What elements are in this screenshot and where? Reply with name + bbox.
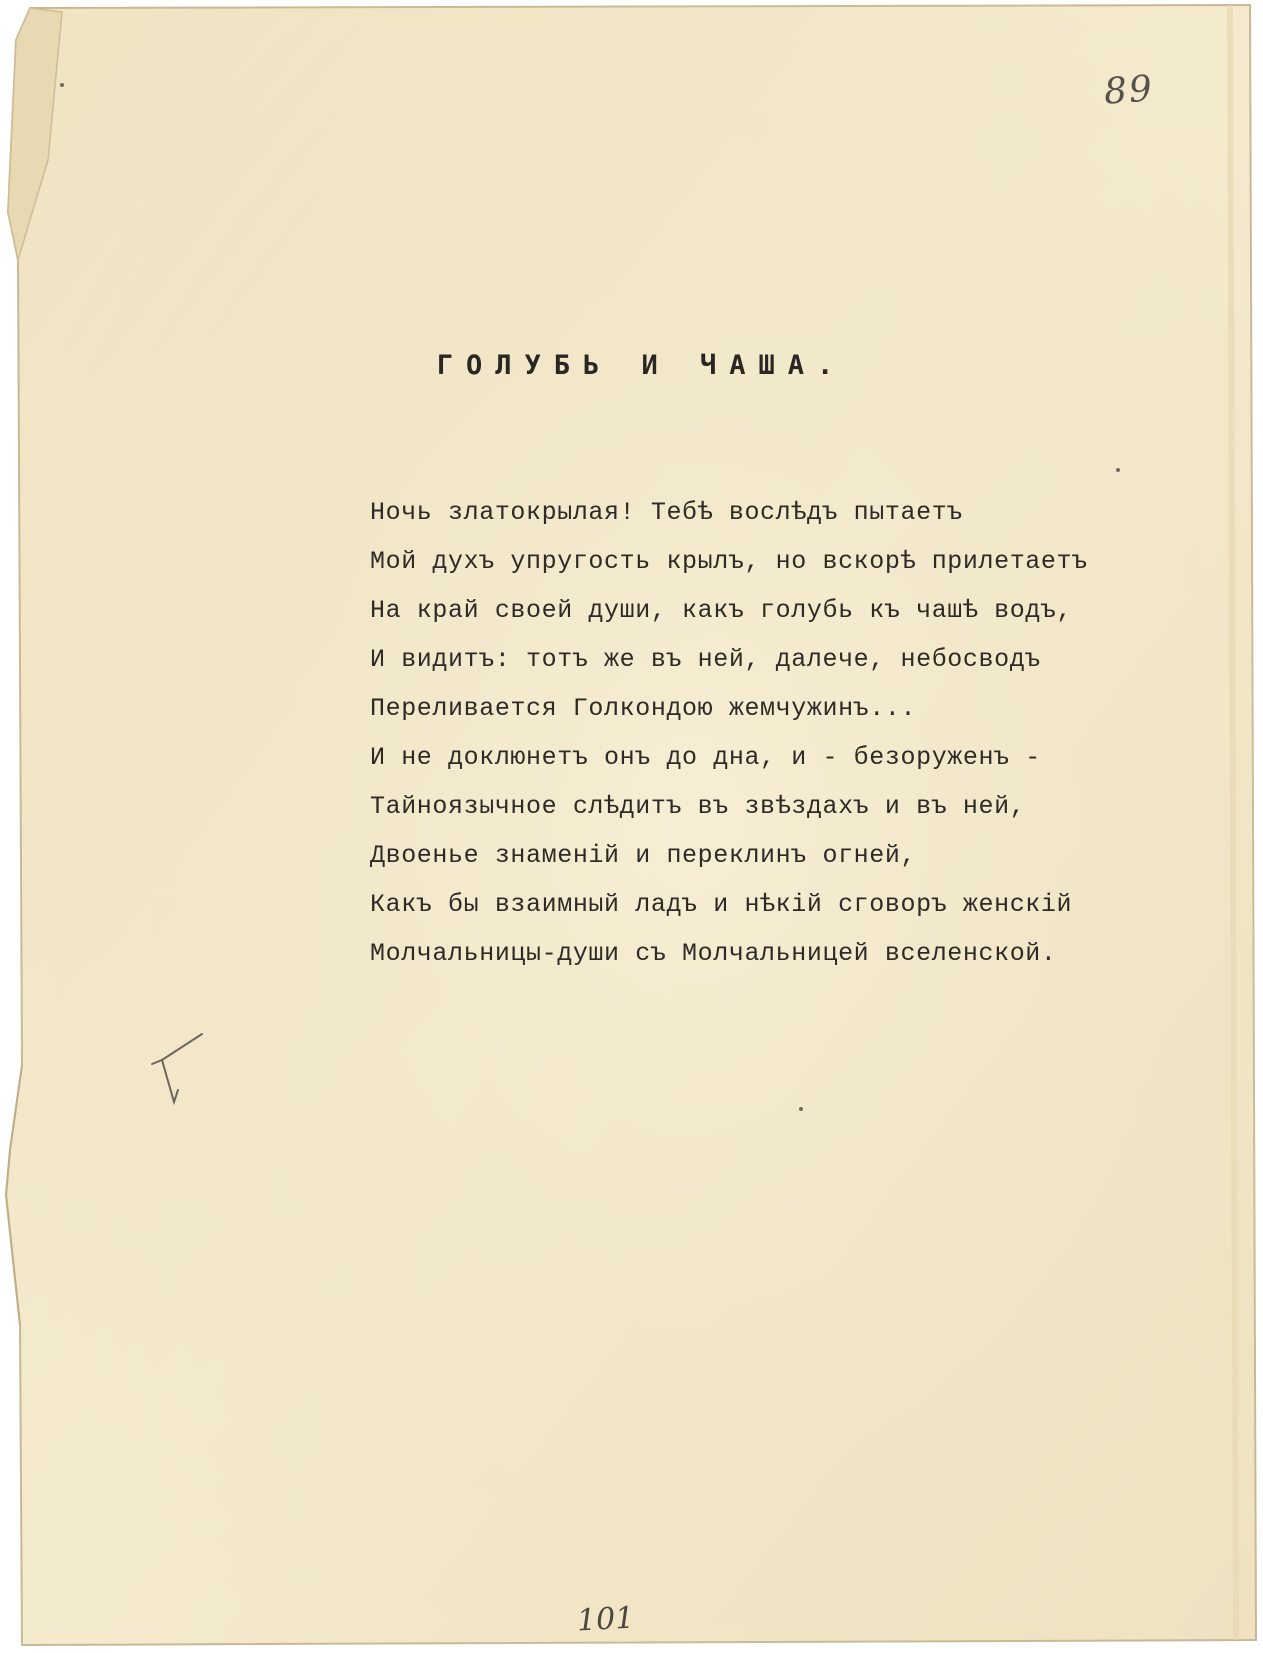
poem-line: Молчальницы-души съ Молчальницей вселенской. <box>370 939 1057 968</box>
archive-number: 101 <box>576 1600 636 1639</box>
paper-speck <box>799 1107 803 1111</box>
pencil-checkmark-icon <box>140 1030 210 1110</box>
poem-line: И не доклюнетъ онъ до дна, и - безоруженъ - <box>370 743 1041 772</box>
paper-speck <box>1116 468 1120 472</box>
poem-line: И видитъ: тотъ же въ ней, далече, небосводъ <box>370 645 1041 674</box>
poem-line: Двоенье знаменій и переклинъ огней, <box>370 841 917 870</box>
poem-line: Тайноязычное слѣдитъ въ звѣздахъ и въ ней, <box>370 792 1026 821</box>
poem-line: Ночь златокрылая! Тебѣ вослѣдъ пытаетъ <box>370 498 963 527</box>
poem-line: Переливается Голкондою жемчужинъ... <box>370 694 917 723</box>
poem-line: На край своей души, какъ голубь къ чашѣ водъ, <box>370 596 1073 625</box>
page-number: 89 <box>1102 68 1156 113</box>
poem-line: Какъ бы взаимный ладъ и нѣкій сговоръ женскій <box>370 890 1073 919</box>
poem-line: Мой духъ упругость крылъ, но вскорѣ прилетаетъ <box>370 547 1088 576</box>
paper-speck <box>60 83 64 87</box>
poem-title: ГОЛУБЬ И ЧАША. <box>436 350 847 381</box>
poem-body <box>370 488 1088 978</box>
